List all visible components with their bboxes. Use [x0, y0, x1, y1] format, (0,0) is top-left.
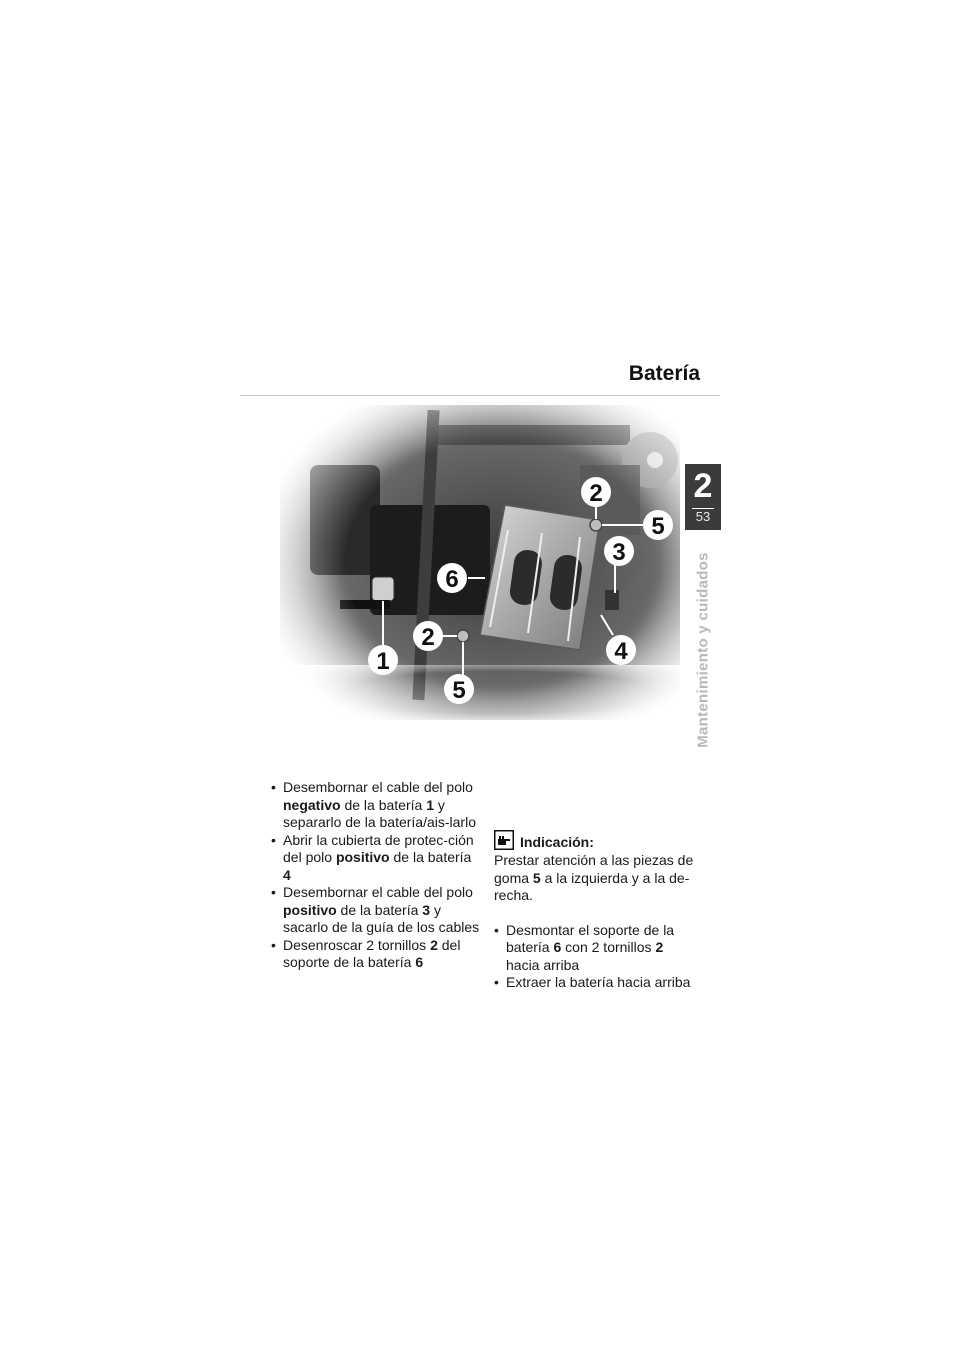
callout-label: 6 [445, 566, 459, 593]
chapter-tab [685, 464, 721, 530]
chapter-number: 2 [693, 467, 713, 505]
callout-label: 4 [614, 638, 628, 665]
step-item: • Desembornar el cable del polo positivo de la batería 3 y sacarlo de la guía de los cables [271, 884, 481, 937]
step-item: • Abrir la cubierta de protec-ción del polo positivo de la batería 4 [271, 832, 481, 885]
note-text: Prestar atención a las piezas de goma 5 a la izquierda y a la de-recha. [494, 852, 694, 903]
callout-marker [604, 536, 634, 566]
page-number: 53 [695, 509, 711, 524]
callout-label: 5 [452, 677, 466, 704]
step-list [494, 922, 694, 992]
callout-label: 2 [589, 480, 603, 507]
battery-photo [280, 405, 680, 720]
callout-label: 5 [651, 513, 665, 540]
note-hand-icon [494, 830, 514, 850]
callout-marker [643, 510, 673, 540]
section-side-label: Mantenimiento y cuidados [694, 552, 712, 748]
callout-marker [413, 621, 443, 651]
step-item: • Extraer la batería hacia arriba [494, 974, 694, 992]
step-item: • Desmontar el soporte de la batería 6 con 2 tornillos 2 hacia arriba [494, 922, 694, 975]
callout-label: 3 [612, 539, 626, 566]
callout-marker [444, 674, 474, 704]
step-list [271, 779, 481, 972]
step-item: • Desembornar el cable del polo negativo de la batería 1 y separarlo de la batería/ais-larlo [271, 779, 481, 832]
note-header [494, 830, 694, 850]
callout-marker [581, 477, 611, 507]
right-column [494, 830, 694, 992]
callout-label: 1 [376, 648, 390, 675]
callout-marker [437, 563, 467, 593]
step-item: • Desenroscar 2 tornillos 2 del soporte de la batería 6 [271, 937, 481, 972]
callout-marker [606, 635, 636, 665]
note-title: Indicación: [520, 834, 594, 850]
title-divider [240, 395, 720, 396]
callout-marker [368, 645, 398, 675]
left-column [271, 779, 481, 972]
callout-label: 2 [421, 624, 435, 651]
page-title: Batería [628, 362, 700, 385]
